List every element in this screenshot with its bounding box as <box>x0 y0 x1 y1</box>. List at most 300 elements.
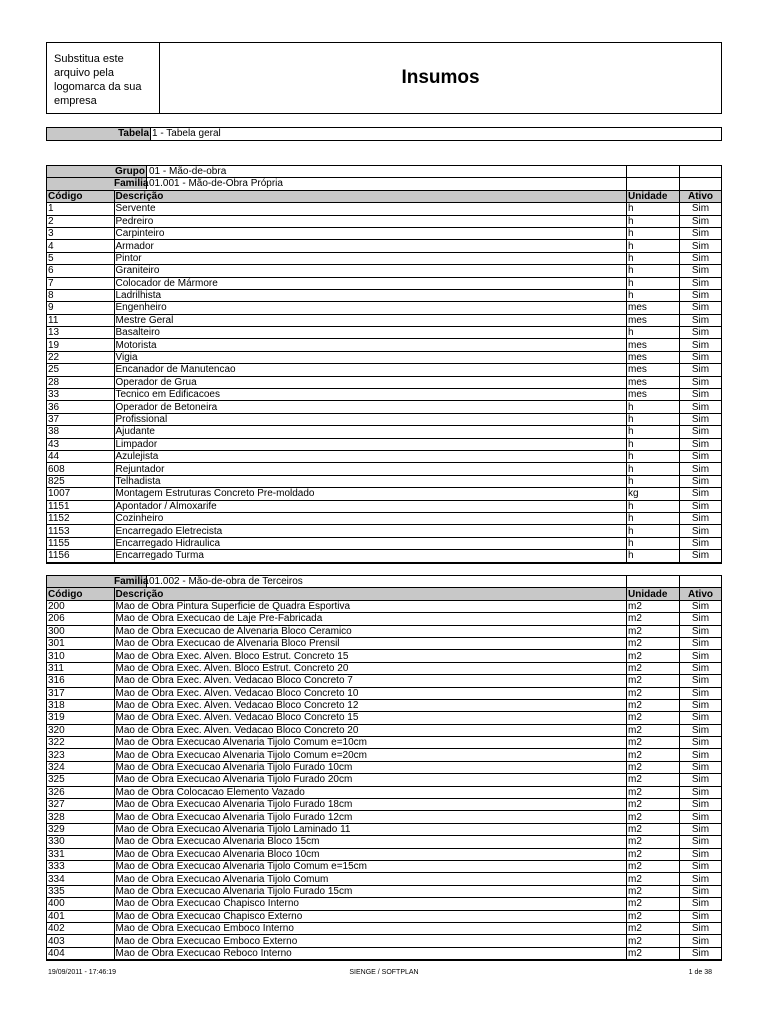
table-row <box>47 823 721 835</box>
table-row <box>47 885 721 897</box>
cell-ativo: Sim <box>680 737 722 749</box>
cell-descricao: Mao de Obra Execucao Alvenaria Tijolo Furado 18cm <box>114 799 627 811</box>
cell-ativo: Sim <box>680 389 722 401</box>
cell-descricao: Pedreiro <box>114 215 627 227</box>
cell-ativo: Sim <box>680 215 722 227</box>
cell-ativo: Sim <box>680 265 722 277</box>
cell-codigo: 403 <box>47 935 114 947</box>
cell-unidade: h <box>627 463 680 475</box>
table-row <box>47 786 721 798</box>
cell-descricao: Encarregado Eletrecista <box>114 525 627 537</box>
cell-unidade: m2 <box>627 712 680 724</box>
cell-unidade: m2 <box>627 650 680 662</box>
cell-descricao: Colocador de Mármore <box>114 277 627 289</box>
cell-codigo: 326 <box>47 786 114 798</box>
table-row <box>47 240 721 252</box>
cell-ativo: Sim <box>680 289 722 301</box>
col-ativo: Ativo <box>680 588 722 600</box>
cell-descricao: Mao de Obra Execucao Alvenaria Tijolo Comum e=20cm <box>114 749 627 761</box>
cell-ativo: Sim <box>680 438 722 450</box>
table-row <box>47 376 721 388</box>
cell-ativo: Sim <box>680 550 722 562</box>
cell-ativo: Sim <box>680 724 722 736</box>
table-row <box>47 947 721 959</box>
cell-codigo: 206 <box>47 613 114 625</box>
table-row <box>47 525 721 537</box>
grupo-label: Grupo <box>115 166 145 177</box>
cell-ativo: Sim <box>680 413 722 425</box>
table-row <box>47 724 721 736</box>
cell-unidade: mes <box>627 351 680 363</box>
table-row <box>47 426 721 438</box>
cell-descricao: Encarregado Turma <box>114 550 627 562</box>
familia-row <box>47 178 721 190</box>
table-row <box>47 935 721 947</box>
familia-label: Familia <box>114 576 149 587</box>
cell-ativo: Sim <box>680 675 722 687</box>
cell-descricao: Cozinheiro <box>114 512 627 524</box>
cell-unidade: m2 <box>627 947 680 959</box>
cell-ativo: Sim <box>680 240 722 252</box>
cell-ativo: Sim <box>680 537 722 549</box>
grupo-row <box>47 166 721 178</box>
table-row <box>47 848 721 860</box>
cell-ativo: Sim <box>680 364 722 376</box>
cell-codigo: 44 <box>47 450 114 462</box>
table-row <box>47 512 721 524</box>
cell-descricao: Mao de Obra Execucao Reboco Interno <box>114 947 627 959</box>
cell-unidade: h <box>627 240 680 252</box>
cell-ativo: Sim <box>680 712 722 724</box>
table-row <box>47 761 721 773</box>
table-row <box>47 873 721 885</box>
cell-descricao: Mao de Obra Execucao Chapisco Externo <box>114 910 627 922</box>
table-row <box>47 252 721 264</box>
table-row <box>47 475 721 487</box>
table-row <box>47 625 721 637</box>
cell-descricao: Mao de Obra Execucao Emboco Externo <box>114 935 627 947</box>
table-row <box>47 898 721 910</box>
table-row <box>47 438 721 450</box>
cell-codigo: 319 <box>47 712 114 724</box>
familia-value: 01.001 - Mão-de-Obra Própria <box>149 178 283 190</box>
cell-unidade: m2 <box>627 675 680 687</box>
table-row <box>47 277 721 289</box>
cell-codigo: 324 <box>47 761 114 773</box>
cell-codigo: 36 <box>47 401 114 413</box>
cell-unidade: h <box>627 203 680 215</box>
grupo-value: 01 - Mão-de-obra <box>149 166 227 177</box>
cell-descricao: Basalteiro <box>114 327 627 339</box>
cell-descricao: Operador de Grua <box>114 376 627 388</box>
cell-unidade: h <box>627 265 680 277</box>
cell-descricao: Telhadista <box>114 475 627 487</box>
cell-descricao: Engenheiro <box>114 302 627 314</box>
table-row <box>47 910 721 922</box>
cell-ativo: Sim <box>680 823 722 835</box>
col-descricao: Descrição <box>114 588 627 600</box>
cell-codigo: 1152 <box>47 512 114 524</box>
col-unidade: Unidade <box>627 190 680 202</box>
cell-unidade: h <box>627 550 680 562</box>
cell-ativo: Sim <box>680 860 722 872</box>
cell-codigo: 401 <box>47 910 114 922</box>
cell-descricao: Mao de Obra Exec. Alven. Vedacao Bloco Concreto 15 <box>114 712 627 724</box>
table-row <box>47 450 721 462</box>
familia-row <box>47 576 721 588</box>
table-row <box>47 600 721 612</box>
cell-codigo: 5 <box>47 252 114 264</box>
cell-descricao: Mao de Obra Exec. Alven. Bloco Estrut. Concreto 15 <box>114 650 627 662</box>
table-row <box>47 836 721 848</box>
table-row <box>47 215 721 227</box>
table-row <box>47 550 721 562</box>
cell-codigo: 325 <box>47 774 114 786</box>
cell-ativo: Sim <box>680 836 722 848</box>
table-row <box>47 860 721 872</box>
cell-codigo: 608 <box>47 463 114 475</box>
cell-codigo: 33 <box>47 389 114 401</box>
cell-unidade: h <box>627 401 680 413</box>
cell-ativo: Sim <box>680 898 722 910</box>
table-row <box>47 488 721 500</box>
cell-descricao: Mao de Obra Exec. Alven. Bloco Estrut. Concreto 20 <box>114 662 627 674</box>
cell-unidade: m2 <box>627 811 680 823</box>
cell-ativo: Sim <box>680 351 722 363</box>
cell-descricao: Mao de Obra Execucao Alvenaria Tijolo Furado 12cm <box>114 811 627 823</box>
cell-unidade: m2 <box>627 637 680 649</box>
footer-system: SIENGE / SOFTPLAN <box>349 969 419 976</box>
tabela-value: 1 - Tabela geral <box>152 128 221 139</box>
cell-descricao: Pintor <box>114 252 627 264</box>
table-row <box>47 265 721 277</box>
cell-codigo: 331 <box>47 848 114 860</box>
tabela-label: Tabela <box>47 128 150 140</box>
report-header <box>46 42 722 114</box>
cell-codigo: 317 <box>47 687 114 699</box>
cell-ativo: Sim <box>680 475 722 487</box>
table-row <box>47 613 721 625</box>
cell-codigo: 404 <box>47 947 114 959</box>
cell-descricao: Armador <box>114 240 627 252</box>
table-row <box>47 811 721 823</box>
cell-ativo: Sim <box>680 512 722 524</box>
table-row <box>47 637 721 649</box>
cell-descricao: Mao de Obra Execucao Chapisco Interno <box>114 898 627 910</box>
cell-unidade: mes <box>627 314 680 326</box>
cell-unidade: m2 <box>627 774 680 786</box>
cell-codigo: 6 <box>47 265 114 277</box>
cell-ativo: Sim <box>680 314 722 326</box>
cell-codigo: 330 <box>47 836 114 848</box>
cell-descricao: Vigia <box>114 351 627 363</box>
tabela-bar <box>46 127 722 141</box>
cell-ativo: Sim <box>680 885 722 897</box>
cell-ativo: Sim <box>680 910 722 922</box>
table-row <box>47 500 721 512</box>
table-row <box>47 774 721 786</box>
cell-unidade: h <box>627 512 680 524</box>
cell-ativo: Sim <box>680 749 722 761</box>
col-descricao: Descrição <box>114 190 627 202</box>
cell-codigo: 19 <box>47 339 114 351</box>
cell-codigo: 37 <box>47 413 114 425</box>
cell-codigo: 8 <box>47 289 114 301</box>
cell-descricao: Mao de Obra Execucao Alvenaria Tijolo Comum <box>114 873 627 885</box>
table-row <box>47 662 721 674</box>
cell-unidade: h <box>627 500 680 512</box>
cell-ativo: Sim <box>680 922 722 934</box>
cell-unidade: m2 <box>627 799 680 811</box>
table-row <box>47 227 721 239</box>
cell-ativo: Sim <box>680 203 722 215</box>
cell-descricao: Encanador de Manutencao <box>114 364 627 376</box>
cell-codigo: 25 <box>47 364 114 376</box>
table-row <box>47 687 721 699</box>
cell-descricao: Mao de Obra Exec. Alven. Vedacao Bloco Concreto 10 <box>114 687 627 699</box>
column-header-row <box>47 190 721 202</box>
cell-descricao: Mestre Geral <box>114 314 627 326</box>
cell-ativo: Sim <box>680 613 722 625</box>
cell-codigo: 43 <box>47 438 114 450</box>
cell-codigo: 320 <box>47 724 114 736</box>
cell-unidade: mes <box>627 339 680 351</box>
cell-descricao: Mao de Obra Execucao Alvenaria Tijolo Furado 10cm <box>114 761 627 773</box>
cell-unidade: mes <box>627 364 680 376</box>
table-row <box>47 799 721 811</box>
cell-ativo: Sim <box>680 339 722 351</box>
cell-ativo: Sim <box>680 463 722 475</box>
cell-descricao: Tecnico em Edificacoes <box>114 389 627 401</box>
cell-ativo: Sim <box>680 600 722 612</box>
cell-ativo: Sim <box>680 227 722 239</box>
cell-codigo: 322 <box>47 737 114 749</box>
cell-unidade: m2 <box>627 761 680 773</box>
table-row <box>47 364 721 376</box>
cell-descricao: Limpador <box>114 438 627 450</box>
cell-unidade: m2 <box>627 823 680 835</box>
table-row <box>47 537 721 549</box>
cell-ativo: Sim <box>680 935 722 947</box>
cell-unidade: mes <box>627 302 680 314</box>
cell-codigo: 310 <box>47 650 114 662</box>
cell-unidade: m2 <box>627 724 680 736</box>
cell-codigo: 7 <box>47 277 114 289</box>
cell-ativo: Sim <box>680 426 722 438</box>
table-row <box>47 699 721 711</box>
cell-codigo: 3 <box>47 227 114 239</box>
table-row <box>47 413 721 425</box>
cell-codigo: 22 <box>47 351 114 363</box>
cell-unidade: m2 <box>627 898 680 910</box>
cell-ativo: Sim <box>680 450 722 462</box>
cell-descricao: Mao de Obra Execucao Alvenaria Tijolo Furado 20cm <box>114 774 627 786</box>
cell-codigo: 311 <box>47 662 114 674</box>
cell-unidade: m2 <box>627 687 680 699</box>
table-row <box>47 203 721 215</box>
familia-value: 01.002 - Mão-de-obra de Terceiros <box>149 576 303 587</box>
cell-codigo: 316 <box>47 675 114 687</box>
cell-ativo: Sim <box>680 811 722 823</box>
table-row <box>47 339 721 351</box>
cell-descricao: Ajudante <box>114 426 627 438</box>
table-row <box>47 922 721 934</box>
cell-unidade: h <box>627 537 680 549</box>
table-row <box>47 650 721 662</box>
cell-descricao: Mao de Obra Execucao Alvenaria Bloco 15cm <box>114 836 627 848</box>
cell-descricao: Montagem Estruturas Concreto Pre-moldado <box>114 488 627 500</box>
cell-unidade: h <box>627 426 680 438</box>
familia-label: Familia <box>114 178 149 190</box>
cell-codigo: 9 <box>47 302 114 314</box>
cell-unidade: h <box>627 277 680 289</box>
cell-codigo: 38 <box>47 426 114 438</box>
cell-ativo: Sim <box>680 873 722 885</box>
cell-descricao: Mao de Obra Pintura Superficie de Quadra Esportiva <box>114 600 627 612</box>
cell-ativo: Sim <box>680 687 722 699</box>
cell-unidade: h <box>627 327 680 339</box>
cell-descricao: Azulejista <box>114 450 627 462</box>
cell-ativo: Sim <box>680 488 722 500</box>
cell-unidade: m2 <box>627 885 680 897</box>
cell-descricao: Carpinteiro <box>114 227 627 239</box>
cell-descricao: Mao de Obra Exec. Alven. Vedacao Bloco Concreto 12 <box>114 699 627 711</box>
cell-descricao: Mao de Obra Execucao Alvenaria Tijolo Furado 15cm <box>114 885 627 897</box>
cell-unidade: h <box>627 525 680 537</box>
cell-codigo: 323 <box>47 749 114 761</box>
cell-unidade: h <box>627 450 680 462</box>
cell-descricao: Mao de Obra Execucao de Laje Pre-Fabricada <box>114 613 627 625</box>
cell-ativo: Sim <box>680 525 722 537</box>
cell-codigo: 333 <box>47 860 114 872</box>
cell-ativo: Sim <box>680 401 722 413</box>
cell-codigo: 1007 <box>47 488 114 500</box>
cell-unidade: h <box>627 289 680 301</box>
table-row <box>47 675 721 687</box>
cell-descricao: Mao de Obra Execucao Alvenaria Tijolo Comum e=15cm <box>114 860 627 872</box>
cell-descricao: Mao de Obra Colocacao Elemento Vazado <box>114 786 627 798</box>
cell-unidade: m2 <box>627 848 680 860</box>
table-row <box>47 289 721 301</box>
cell-ativo: Sim <box>680 327 722 339</box>
cell-ativo: Sim <box>680 277 722 289</box>
cell-unidade: m2 <box>627 749 680 761</box>
cell-ativo: Sim <box>680 947 722 959</box>
cell-codigo: 1155 <box>47 537 114 549</box>
cell-ativo: Sim <box>680 799 722 811</box>
cell-unidade: h <box>627 215 680 227</box>
col-codigo: Código <box>47 588 114 600</box>
cell-codigo: 300 <box>47 625 114 637</box>
cell-descricao: Mao de Obra Execucao Alvenaria Bloco 10cm <box>114 848 627 860</box>
col-codigo: Código <box>47 190 114 202</box>
col-unidade: Unidade <box>627 588 680 600</box>
cell-ativo: Sim <box>680 699 722 711</box>
cell-codigo: 328 <box>47 811 114 823</box>
cell-unidade: kg <box>627 488 680 500</box>
table-row <box>47 712 721 724</box>
cell-ativo: Sim <box>680 650 722 662</box>
cell-codigo: 327 <box>47 799 114 811</box>
cell-unidade: h <box>627 227 680 239</box>
page-title: Insumos <box>401 67 480 88</box>
cell-ativo: Sim <box>680 252 722 264</box>
cell-codigo: 4 <box>47 240 114 252</box>
cell-ativo: Sim <box>680 500 722 512</box>
footer-page-number: 1 de 38 <box>688 969 712 976</box>
cell-unidade: m2 <box>627 873 680 885</box>
col-ativo: Ativo <box>680 190 722 202</box>
cell-unidade: h <box>627 438 680 450</box>
cell-unidade: mes <box>627 376 680 388</box>
cell-descricao: Motorista <box>114 339 627 351</box>
cell-descricao: Operador de Betoneira <box>114 401 627 413</box>
cell-unidade: m2 <box>627 699 680 711</box>
cell-unidade: mes <box>627 389 680 401</box>
cell-codigo: 402 <box>47 922 114 934</box>
cell-descricao: Mao de Obra Execucao Emboco Interno <box>114 922 627 934</box>
cell-unidade: m2 <box>627 836 680 848</box>
cell-codigo: 334 <box>47 873 114 885</box>
table-row <box>47 737 721 749</box>
cell-ativo: Sim <box>680 302 722 314</box>
table-row <box>47 749 721 761</box>
section-mao-de-obra-propria <box>46 165 722 564</box>
column-header-row <box>47 588 721 600</box>
cell-ativo: Sim <box>680 848 722 860</box>
cell-descricao: Servente <box>114 203 627 215</box>
table-row <box>47 463 721 475</box>
cell-descricao: Mao de Obra Exec. Alven. Vedacao Bloco Concreto 20 <box>114 724 627 736</box>
table-row <box>47 327 721 339</box>
cell-ativo: Sim <box>680 761 722 773</box>
cell-codigo: 1 <box>47 203 114 215</box>
table-row <box>47 401 721 413</box>
cell-descricao: Mao de Obra Execucao de Alvenaria Bloco Ceramico <box>114 625 627 637</box>
cell-descricao: Mao de Obra Execucao Alvenaria Tijolo Comum e=10cm <box>114 737 627 749</box>
cell-unidade: m2 <box>627 625 680 637</box>
cell-codigo: 1156 <box>47 550 114 562</box>
cell-ativo: Sim <box>680 774 722 786</box>
cell-codigo: 1153 <box>47 525 114 537</box>
cell-unidade: m2 <box>627 935 680 947</box>
table-row <box>47 302 721 314</box>
cell-codigo: 28 <box>47 376 114 388</box>
table-row <box>47 351 721 363</box>
footer-datetime: 19/09/2011 - 17:46:19 <box>48 969 116 976</box>
cell-ativo: Sim <box>680 786 722 798</box>
cell-ativo: Sim <box>680 376 722 388</box>
cell-codigo: 200 <box>47 600 114 612</box>
cell-codigo: 11 <box>47 314 114 326</box>
cell-unidade: m2 <box>627 613 680 625</box>
cell-descricao: Profissional <box>114 413 627 425</box>
cell-descricao: Encarregado Hidraulica <box>114 537 627 549</box>
cell-unidade: m2 <box>627 860 680 872</box>
cell-descricao: Ladrilhista <box>114 289 627 301</box>
cell-unidade: m2 <box>627 662 680 674</box>
cell-codigo: 13 <box>47 327 114 339</box>
cell-unidade: m2 <box>627 910 680 922</box>
logo-placeholder: Substitua este arquivo pela logomarca da sua empresa <box>47 43 160 113</box>
cell-unidade: m2 <box>627 786 680 798</box>
cell-descricao: Rejuntador <box>114 463 627 475</box>
cell-descricao: Graniteiro <box>114 265 627 277</box>
cell-unidade: m2 <box>627 737 680 749</box>
cell-unidade: h <box>627 475 680 487</box>
cell-ativo: Sim <box>680 625 722 637</box>
cell-codigo: 2 <box>47 215 114 227</box>
